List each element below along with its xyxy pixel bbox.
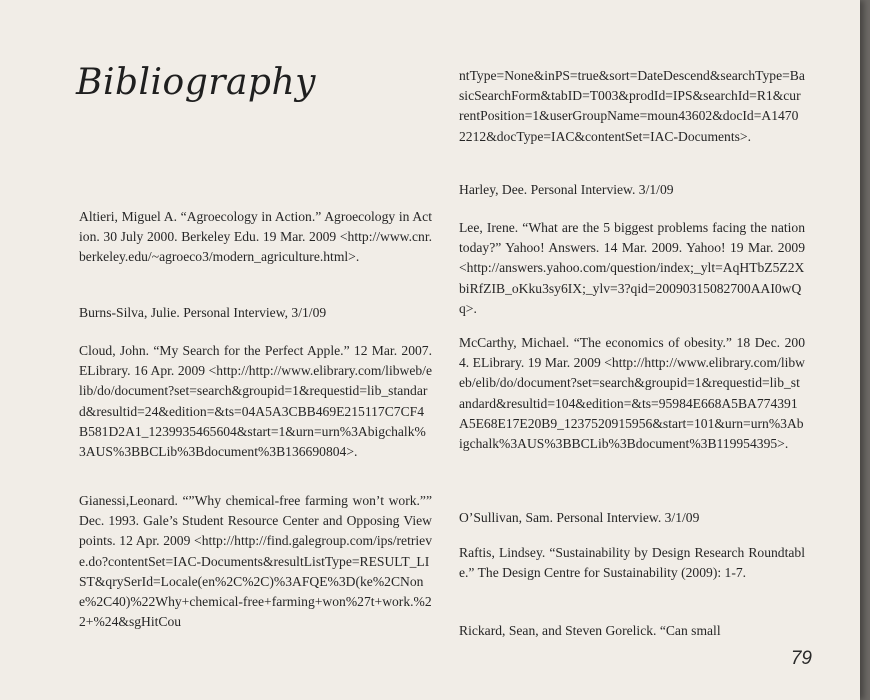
page-title: Bibliography (76, 62, 316, 103)
citation-altieri: Altieri, Miguel A. “Agroecology in Action.” Agroecology in Action. 30 July 2000. Berkeley Edu. 19 Mar. 2009 <http://www.cnr.berkeley.edu/~agroeco3/modern_agriculture.html>. (79, 209, 432, 265)
citation-burns-silva: Burns-Silva, Julie. Personal Interview, 3/1/09 (79, 305, 327, 320)
citation-lee: Lee, Irene. “What are the 5 biggest problems facing the nation today?” Yahoo! Answers. 14 Mar. 2009. Yahoo! 19 Mar. 2009 <http://answers.yahoo.com/question/index;_ylt=AqHTbZ5Z2XbiRfZIB_oKku3sy6IX;_ylv=3?qid=20090315082700AAI0wQq>. (459, 220, 805, 316)
citation-gianessi: Gianessi,Leonard. “”Why chemical-free farming won’t work.”” Dec. 1993. Gale’s Student Resource Center and Opposing Viewpoints. 12 Apr. 2009 <http://http://find.galegroup.com/ips/retrieve.do?contentSet=IAC-Documents&resultListType=RESULT_LIST&qrySerId=Locale(en%2C%2C)%3AFQE%3D(ke%2CNone%2C40)%22Why+chemical-free+farming+won%27t+work.%22+%24&sgHitCou (79, 493, 432, 630)
citation-cloud: Cloud, John. “My Search for the Perfect Apple.” 12 Mar. 2007. ELibrary. 16 Apr. 2009 <http://http://www.elibrary.com/libweb/elib/do/document?set=search&groupid=1&requestid=lib_standard&resultid=24&edition=&ts=04A5A3CBB469E215117C7CF4B581D2A1_1239935465604&start=1&urn=urn%3Abigchalk%3AUS%3BBCLib%3Bdocument%3B136690804>. (79, 343, 432, 460)
citation-raftis: Raftis, Lindsey. “Sustainability by Design Research Roundtable.” The Design Centre for Sustainability (2009): 1-7. (459, 545, 805, 581)
citation-osullivan: O’Sullivan, Sam. Personal Interview. 3/1/09 (459, 510, 700, 525)
citation-rickard: Rickard, Sean, and Steven Gorelick. “Can small (459, 623, 721, 638)
citation-mccarthy: McCarthy, Michael. “The economics of obesity.” 18 Dec. 2004. ELibrary. 19 Mar. 2009 <http://http://www.elibrary.com/libweb/elib/do/document?set=search&groupid=1&requestid=lib_standard&resultid=104&edition=&ts=95984E668A5BA774391A5E68E17E20B9_1237520915956&start=101&urn=urn%3Abigchalk%3AUS%3BBCLib%3Bdocument%3B119954395>. (459, 335, 805, 452)
page-number: 79 (790, 648, 812, 669)
citation-gianessi-continued: ntType=None&inPS=true&sort=DateDescend&searchType=BasicSearchForm&tabID=T003&prodId=IPS&searchId=R1&currentPosition=1&userGroupName=moun43602&docId=A14702212&docType=IAC&contentSet=IAC-Documents>. (459, 68, 805, 144)
citation-harley: Harley, Dee. Personal Interview. 3/1/09 (459, 182, 674, 197)
